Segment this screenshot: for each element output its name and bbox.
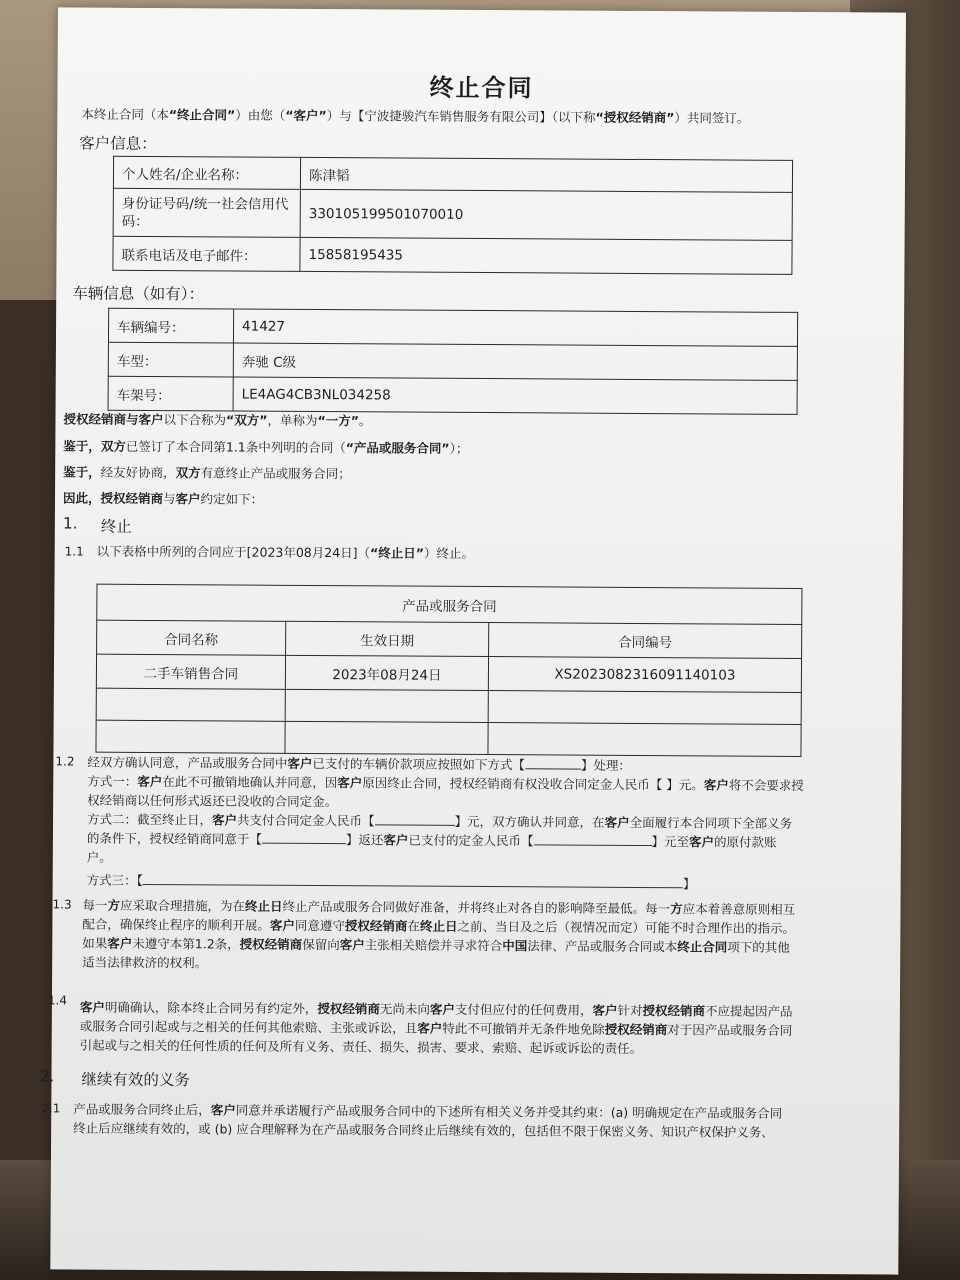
clause-1-1-text: 以下表格中所列的合同应于[2023年08月24日]（“终止日”）终止。: [96, 543, 475, 561]
clause-1-3-line: 每一方应采取合理措施，为在终止日终止产品或服务合同做好准备，并将终止对各自的影响降至最低。每一方应本着善意原则相互: [82, 897, 796, 917]
clause-1-3-line: 适当法律救济的权利。: [82, 954, 208, 971]
clause-1-2-line: 方式二：截至终止日，客户共支付合同定金人民币【 】元，双方确认并同意，在客户全面履行本合同项下全部义务: [87, 811, 793, 831]
clause-1-4-line: 客户明确确认，除本终止合同另有约定外，授权经销商无尚未向客户支付但应付的任何费用，客户针对授权经销商不应提起因产品: [79, 999, 793, 1019]
table-row: [113, 188, 792, 240]
clause-1-4-text: [80, 998, 870, 1060]
table-row: [96, 654, 801, 692]
customer-contact-label: 联系电话及电子邮件：: [113, 236, 300, 271]
blank-field: [525, 756, 581, 769]
column-header: 合同编号: [489, 623, 802, 659]
clause-1-4-line: 或服务合同引起或与之相关的任何其他索赔、主张或诉讼，且客户特此不可撤销并无条件地免除授权经销商对于因产品或服务合同: [79, 1018, 793, 1038]
table-row: [108, 308, 797, 346]
table-cell: [488, 691, 801, 725]
blank-field: [262, 831, 346, 845]
table-row: [96, 688, 801, 724]
table-cell: 2023年08月24日: [285, 655, 488, 690]
table-row: [108, 376, 797, 414]
table-cell: XS2023082316091140103: [488, 657, 801, 693]
vehicle-model-label: 车型：: [108, 342, 233, 377]
clause-1-3-number: 1.3: [52, 897, 72, 912]
column-header: 生效日期: [286, 621, 489, 656]
whereas-clause-1: 鉴于，双方已签订了本合同第1.1条中列明的合同（“产品或服务合同”）；: [63, 438, 469, 456]
clause-1-2-line: 经双方确认同意，产品或服务合同中客户已支付的车辆价款项应按照如下方式【 】处理：: [87, 754, 631, 773]
therefore-clause: 因此，授权经销商与客户约定如下：: [62, 490, 264, 507]
clause-2-1-line: 产品或服务合同终止后，客户同意并承诺履行产品或服务合同中的下述所有相关义务并受其约束：(a) 明确规定在产品或服务合同: [73, 1101, 783, 1121]
clause-1-2-line: 方式三：【 】: [86, 872, 696, 892]
clause-2-1-line: 终止后应继续有效的，或 (b) 应合理解释为在产品或服务合同终止后继续有效的，包括但不限于保密义务、知识产权保护义务、: [73, 1120, 774, 1140]
clause-1-4-number: 1.4: [47, 993, 68, 1008]
section-1-title: 终止: [100, 517, 132, 536]
clause-1-2-line: 的条件下，授权经销商同意于【 】返还客户已支付的定金人民币【 】元至客户的原付款账: [86, 830, 777, 850]
clause-1-2-line: 方式一：客户在此不可撤销地确认并同意，因客户原因终止合同，授权经销商有权没收合同定金人民币【 】元。客户将不会要求授: [87, 773, 804, 793]
table-row: [108, 342, 797, 380]
vehicle-number-label: 车辆编号：: [108, 308, 233, 343]
table-row: [113, 236, 792, 274]
customer-info-heading: 客户信息：: [79, 134, 157, 154]
clause-1-3-text: [82, 896, 872, 977]
clause-1-2-number: 1.2: [55, 754, 75, 769]
customer-name-value: 陈津韬: [300, 157, 792, 192]
customer-info-table: [112, 156, 793, 275]
clause-1-2-line: 权经销商以任何形式返还已没收的合同定金。: [87, 792, 338, 810]
clause-1-3-line: 如果客户未遵守本第1.2条，授权经销商保留向客户主张相关赔偿并寻求符合中国法律、产品或服务合同或本终止合同项下的其他: [82, 935, 790, 955]
section-1-number: 1.: [62, 514, 78, 533]
table-cell: [96, 688, 285, 721]
vehicle-number-value: 41427: [233, 309, 797, 346]
contract-table-caption: 产品或服务合同: [97, 584, 802, 624]
customer-id-label: 身份证号码/统一社会信用代码：: [113, 188, 300, 237]
customer-name-label: 个人姓名/企业名称：: [113, 156, 300, 189]
table-row: [96, 720, 801, 756]
section-2-title: 继续有效的义务: [81, 1070, 191, 1090]
document-page: [39, 7, 906, 1274]
section-2-number: 2.: [39, 1067, 55, 1086]
intro-paragraph: 本终止合同（本“终止合同”）由您（“客户”）与【宁波捷骏汽车销售服务有限公司】（以下称“授权经销商”）共同签订。: [81, 106, 750, 126]
clause-1-3-line: 配合，确保终止程序的顺利开展。客户同意遵守授权经销商在终止日之前、当日及之后（视情况而定）可能不时合理作出的指示。: [82, 916, 796, 936]
clause-1-1-number: 1.1: [64, 544, 84, 559]
table-cell: [96, 720, 285, 753]
vehicle-vin-label: 车架号：: [108, 376, 233, 411]
blank-field: [533, 832, 651, 846]
vehicle-info-table: [108, 308, 799, 415]
clause-2-1-number: 2.1: [41, 1101, 61, 1116]
table-caption-row: [97, 584, 802, 624]
contract-table: [95, 584, 802, 757]
clause-1-2-line: 户。: [86, 849, 112, 865]
customer-contact-value: 15858195435: [300, 237, 792, 274]
vehicle-model-value: 奔驰 C级: [233, 343, 797, 380]
table-cell: [488, 723, 801, 757]
blank-field: [375, 812, 455, 825]
vehicle-info-heading: 车辆信息（如有）：: [72, 284, 205, 304]
blank-field: [143, 872, 683, 888]
clause-2-1-text: [73, 1100, 873, 1143]
clause-1-4-line: 引起或与之相关的任何性质的任何及所有义务、责任、损失、损害、要求、索赔、起诉或诉讼的责任。: [79, 1037, 643, 1056]
table-row: [113, 156, 792, 192]
document-title: 终止合同: [429, 73, 534, 103]
vehicle-vin-value: LE4AG4CB3NL034258: [233, 377, 797, 414]
customer-id-value: 330105199501070010: [300, 189, 792, 240]
parties-definition: 授权经销商与客户以下合称为“双方”，单称为“一方”。: [63, 411, 372, 429]
table-cell: [285, 689, 488, 722]
table-cell: 二手车销售合同: [96, 654, 285, 689]
table-header-row: [97, 620, 802, 658]
column-header: 合同名称: [97, 620, 286, 655]
table-cell: [285, 721, 488, 754]
whereas-clause-2: 鉴于，经友好协商，双方有意终止产品或服务合同；: [63, 464, 351, 482]
clause-1-2-text: [87, 753, 868, 895]
